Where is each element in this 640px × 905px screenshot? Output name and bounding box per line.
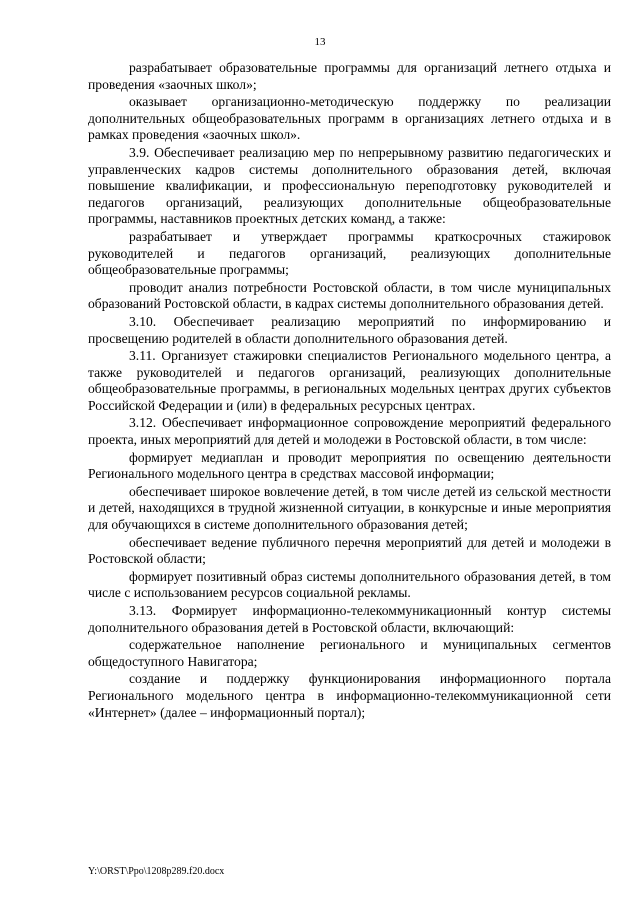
document-body <box>88 60 611 722</box>
paragraph: 3.12. Обеспечивает информационное сопровождение мероприятий федерального проекта, иных мероприятий для детей и молодежи в Ростовской области, в том числе: <box>88 415 611 448</box>
paragraph: создание и поддержку функционирования информационного портала Регионального модельного центра в информационно-телекоммуникационной сети «Интернет» (далее – информационный портал); <box>88 671 611 720</box>
paragraph: разрабатывает образовательные программы для организаций летнего отдыха и проведения «заочных школ»; <box>88 60 611 92</box>
paragraph: оказывает организационно-методическую поддержку по реализации дополнительных общеобразовательных программ в организациях летнего отдыха и в рамках проведения «заочных школ». <box>88 94 611 143</box>
paragraph: проводит анализ потребности Ростовской области, в том числе муниципальных образований Ростовской области, в кадрах системы дополнительного образования детей. <box>88 279 611 312</box>
paragraph: формирует позитивный образ системы дополнительного образования детей, в том числе с использованием ресурсов социальной рекламы. <box>88 568 611 601</box>
paragraph: содержательное наполнение регионального и муниципальных сегментов общедоступного Навигатора; <box>88 637 611 669</box>
paragraph: 3.10. Обеспечивает реализацию мероприятий по информированию и просвещению родителей в области дополнительного образования детей. <box>88 313 611 346</box>
paragraph: обеспечивает широкое вовлечение детей, в том числе детей из сельской местности и детей, находящихся в трудной жизненной ситуации, в конкурсные и иные мероприятия для обучающихся в системе дополнительного образования детей; <box>88 483 611 533</box>
page-number: 13 <box>314 36 326 48</box>
paragraph: разрабатывает и утверждает программы краткосрочных стажировок руководителей и педагогов организаций, реализующих дополнительные общеобразовательные программы; <box>88 228 611 278</box>
paragraph: 3.11. Организует стажировки специалистов Регионального модельного центра, а также руководителей и педагогов организаций, реализующих дополнительные общеобразовательные программы, в региональных модельных центрах других субъектов Российской Федерации и (или) в федеральных ресурсных центрах. <box>88 348 611 413</box>
paragraph: 3.9. Обеспечивает реализацию мер по непрерывному развитию педагогических и управленческих кадров системы дополнительного образования детей, включая повышение квалификации, и профессиональную переподготовку руководителей и педагогов организаций, реализующих дополнительные общеобразовательные программы, наставников проектных детских команд, а также: <box>88 144 611 227</box>
paragraph: обеспечивает ведение публичного перечня мероприятий для детей и молодежи в Ростовской области; <box>88 534 611 567</box>
paragraph: 3.13. Формирует информационно-телекоммуникационный контур системы дополнительного образования детей в Ростовской области, включающий: <box>88 603 611 635</box>
paragraph: формирует медиаплан и проводит мероприятия по освещению деятельности Регионального модельного центра в средствах массовой информации; <box>88 449 611 482</box>
footer-file-path: Y:\ORST\Ppo\1208p289.f20.docx <box>88 866 225 877</box>
